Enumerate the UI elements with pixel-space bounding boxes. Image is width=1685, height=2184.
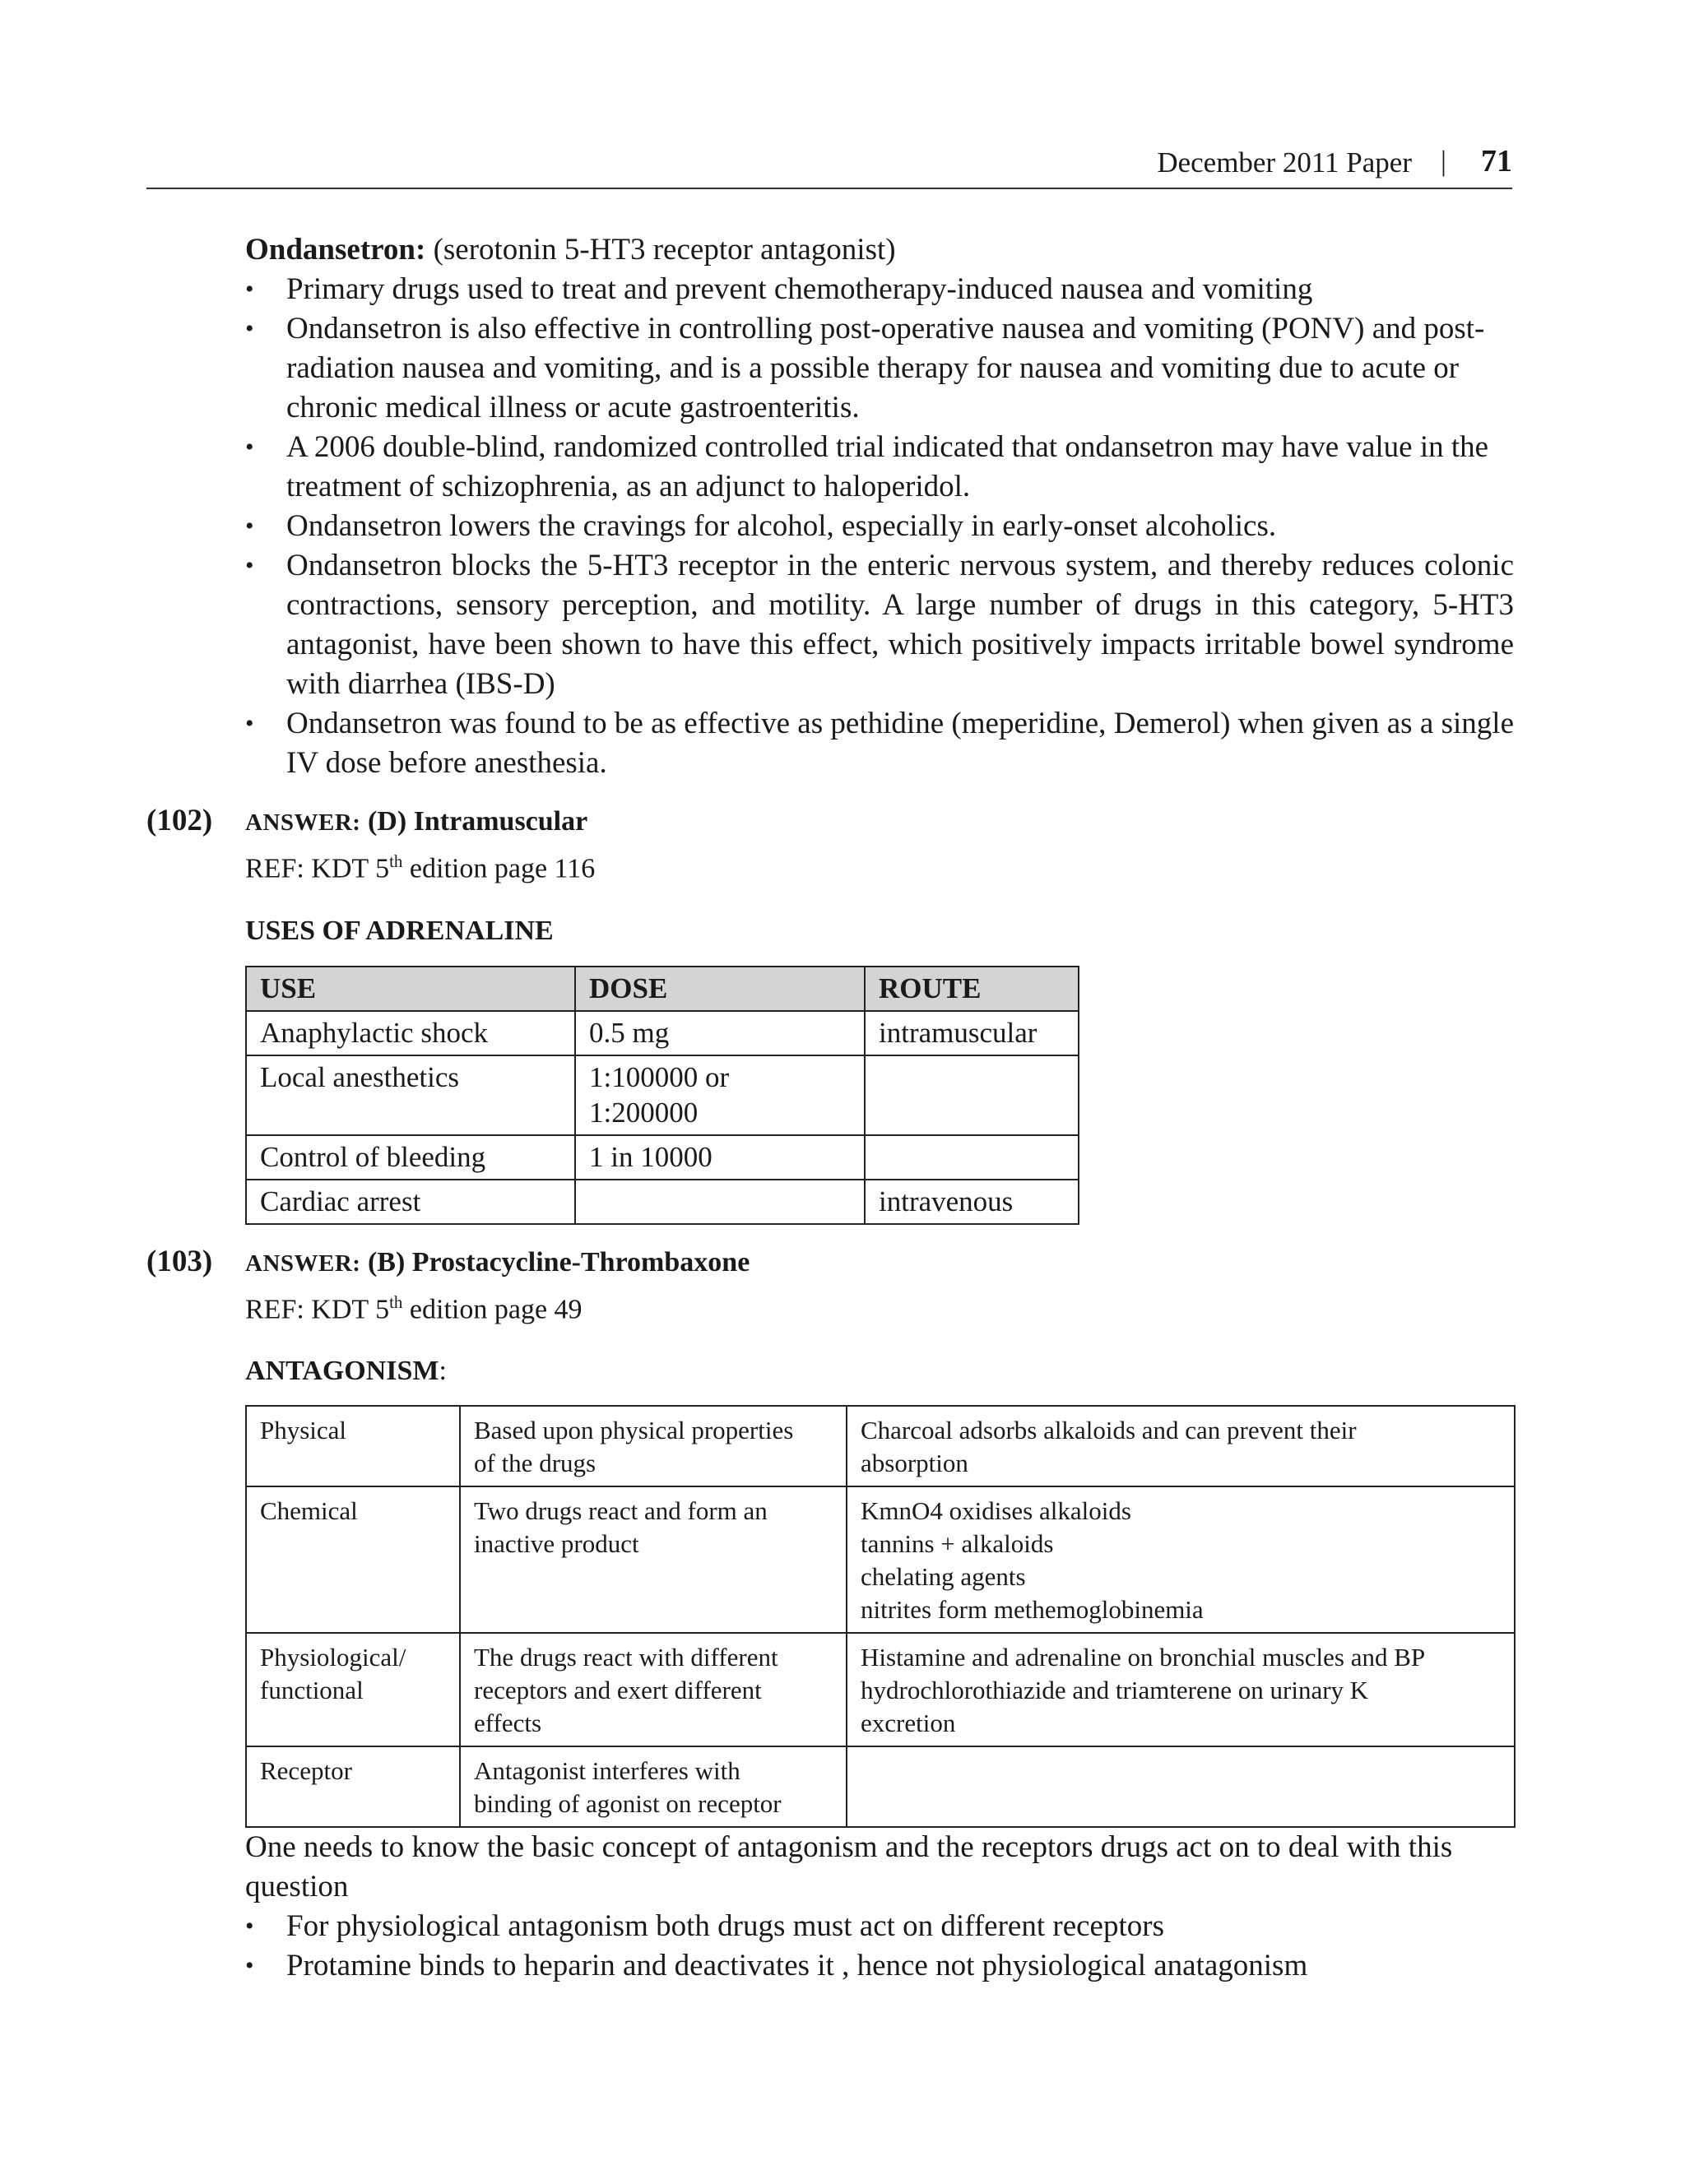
table-row: [246, 1055, 1079, 1135]
question-number: (102): [146, 804, 213, 837]
column-header: ROUTE: [865, 967, 1079, 1011]
cell-line: inactive product: [474, 1529, 639, 1558]
bullet-item: • A 2006 double-blind, randomized controlled trial indicated that ondansetron may have value in the treatment of schizophrenia, as an adjunct to haloperidol.: [245, 428, 1514, 507]
table-row: [246, 1011, 1079, 1055]
bullet-item: • Ondansetron lowers the cravings for alcohol, especially in early-onset alcoholics.: [245, 507, 1514, 546]
section-title: [245, 1356, 447, 1387]
table-cell-example: [847, 1746, 1515, 1827]
table-row: [246, 1180, 1079, 1224]
header-separator: |: [1440, 145, 1446, 177]
ondansetron-heading: [245, 230, 1514, 270]
cell-line: excretion: [861, 1709, 956, 1737]
ondansetron-section: [245, 230, 1514, 783]
bullet-item: • Ondansetron blocks the 5-HT3 receptor in the enteric nervous system, and thereby reduces colonic contractions, sensory perception, and motility. A large number of drugs in this category, 5-HT3 antagonist, have been shown to have this effect, which positively impacts irritable bowel syndrome with diarrhea (IBS-D): [245, 546, 1514, 704]
table-cell-type: [246, 1633, 460, 1746]
table-cell: Anaphylactic shock: [246, 1011, 575, 1055]
table-cell: Local anesthetics: [246, 1055, 575, 1135]
section-title-colon: :: [439, 1356, 447, 1386]
cell-line: Charcoal adsorbs alkaloids and can prevent their: [861, 1416, 1357, 1444]
column-header: USE: [246, 967, 575, 1011]
table-cell-basis: [460, 1746, 847, 1827]
table-cell: intravenous: [865, 1180, 1079, 1224]
table-cell: intramuscular: [865, 1011, 1079, 1055]
answer-keyword: ANSWER:: [245, 1250, 361, 1277]
table-cell-example: [847, 1486, 1515, 1633]
table-cell: Control of bleeding: [246, 1135, 575, 1180]
drug-subtitle: (serotonin 5-HT3 receptor antagonist): [425, 233, 896, 267]
cell-line: Two drugs react and form an: [474, 1496, 768, 1525]
answer-line: [245, 1247, 750, 1278]
table-cell-basis: [460, 1406, 847, 1486]
reference-prefix: REF: KDT 5: [245, 853, 390, 884]
cell-line: Receptor: [260, 1756, 352, 1785]
cell-line: nitrites form methemoglobinemia: [861, 1595, 1204, 1624]
adrenaline-uses-table: [245, 966, 1079, 1225]
answer-line: [245, 806, 587, 837]
table-cell: 1 in 10000: [575, 1135, 865, 1180]
antagonism-table: [245, 1405, 1516, 1828]
cell-line: Antagonist interferes with: [474, 1756, 740, 1785]
drug-title: Ondansetron:: [245, 233, 426, 267]
cell-line: chelating agents: [861, 1562, 1026, 1591]
table-row: [246, 1406, 1515, 1486]
reference-prefix: REF: KDT 5: [245, 1294, 390, 1325]
reference-line: [245, 851, 595, 884]
reference-superscript: th: [389, 1292, 403, 1312]
answer-text: (B) Prostacycline-Thrombaxone: [360, 1247, 750, 1277]
table-cell: Cardiac arrest: [246, 1180, 575, 1224]
bullet-item: • Ondansetron was found to be as effective as pethidine (meperidine, Demerol) when given as a single IV dose before anesthesia.: [245, 704, 1514, 783]
cell-line: receptors and exert different: [474, 1676, 762, 1704]
table-row: [246, 1746, 1515, 1827]
table-cell: 0.5 mg: [575, 1011, 865, 1055]
answer-text: (D) Intramuscular: [360, 806, 588, 837]
cell-line: effects: [474, 1709, 542, 1737]
table-row: [246, 1486, 1515, 1633]
closing-paragraph: One needs to know the basic concept of antagonism and the receptors drugs act on to deal with this question: [245, 1830, 1453, 1903]
bullet-item: • For physiological antagonism both drugs must act on different receptors: [245, 1907, 1514, 1946]
bullet-item: • Ondansetron is also effective in controlling post-operative nausea and vomiting (PONV) and post-radiation nausea and vomiting, and is a possible therapy for nausea and vomiting due to acute or chronic medical illness or acute gastroenteritis.: [245, 309, 1514, 428]
table-cell: [865, 1055, 1079, 1135]
section-title-text: ANTAGONISM: [245, 1356, 439, 1386]
reference-superscript: th: [389, 851, 403, 871]
reference-line: [245, 1292, 583, 1325]
table-cell: [575, 1055, 865, 1135]
closing-bullet-list: [245, 1907, 1514, 1986]
bullet-item: • Primary drugs used to treat and prevent chemotherapy-induced nausea and vomiting: [245, 270, 1514, 309]
table-cell-type: [246, 1486, 460, 1633]
table-cell-basis: [460, 1486, 847, 1633]
cell-line: of the drugs: [474, 1449, 596, 1477]
answer-keyword: ANSWER:: [245, 809, 361, 836]
running-title: December 2011 Paper: [1157, 146, 1412, 179]
cell-line: hydrochlorothiazide and triamterene on urinary K: [861, 1676, 1369, 1704]
reference-suffix: edition page 49: [402, 1294, 583, 1325]
section-title: USES OF ADRENALINE: [245, 916, 554, 946]
table-cell-type: [246, 1406, 460, 1486]
cell-line: Histamine and adrenaline on bronchial muscles and BP: [861, 1643, 1426, 1672]
table-cell-type: [246, 1746, 460, 1827]
column-header: DOSE: [575, 967, 865, 1011]
closing-section: [245, 1828, 1514, 1986]
ondansetron-bullet-list: [245, 270, 1514, 783]
table-cell: [575, 1180, 865, 1224]
cell-line: Physical: [260, 1416, 347, 1444]
cell-line: 1:200000: [589, 1097, 699, 1129]
cell-line: Physiological/: [260, 1643, 406, 1672]
page-number: 71: [1481, 144, 1512, 179]
cell-line: absorption: [861, 1449, 968, 1477]
table-header-row: [246, 967, 1079, 1011]
bullet-item: • Protamine binds to heparin and deactivates it , hence not physiological anatagonism: [245, 1946, 1514, 1986]
table-cell-example: [847, 1406, 1515, 1486]
cell-line: The drugs react with different: [474, 1643, 778, 1672]
cell-line: Based upon physical properties: [474, 1416, 794, 1444]
table-cell-example: [847, 1633, 1515, 1746]
reference-suffix: edition page 116: [402, 853, 596, 884]
table-row: [246, 1633, 1515, 1746]
cell-line: binding of agonist on receptor: [474, 1789, 782, 1818]
table-cell: [865, 1135, 1079, 1180]
question-number: (103): [146, 1245, 213, 1278]
cell-line: tannins + alkaloids: [861, 1529, 1054, 1558]
cell-line: KmnO4 oxidises alkaloids: [861, 1496, 1131, 1525]
page-header: [146, 138, 1512, 189]
cell-line: functional: [260, 1676, 364, 1704]
cell-line: Chemical: [260, 1496, 358, 1525]
cell-line: 1:100000 or: [589, 1061, 730, 1093]
table-cell-basis: [460, 1633, 847, 1746]
table-row: [246, 1135, 1079, 1180]
